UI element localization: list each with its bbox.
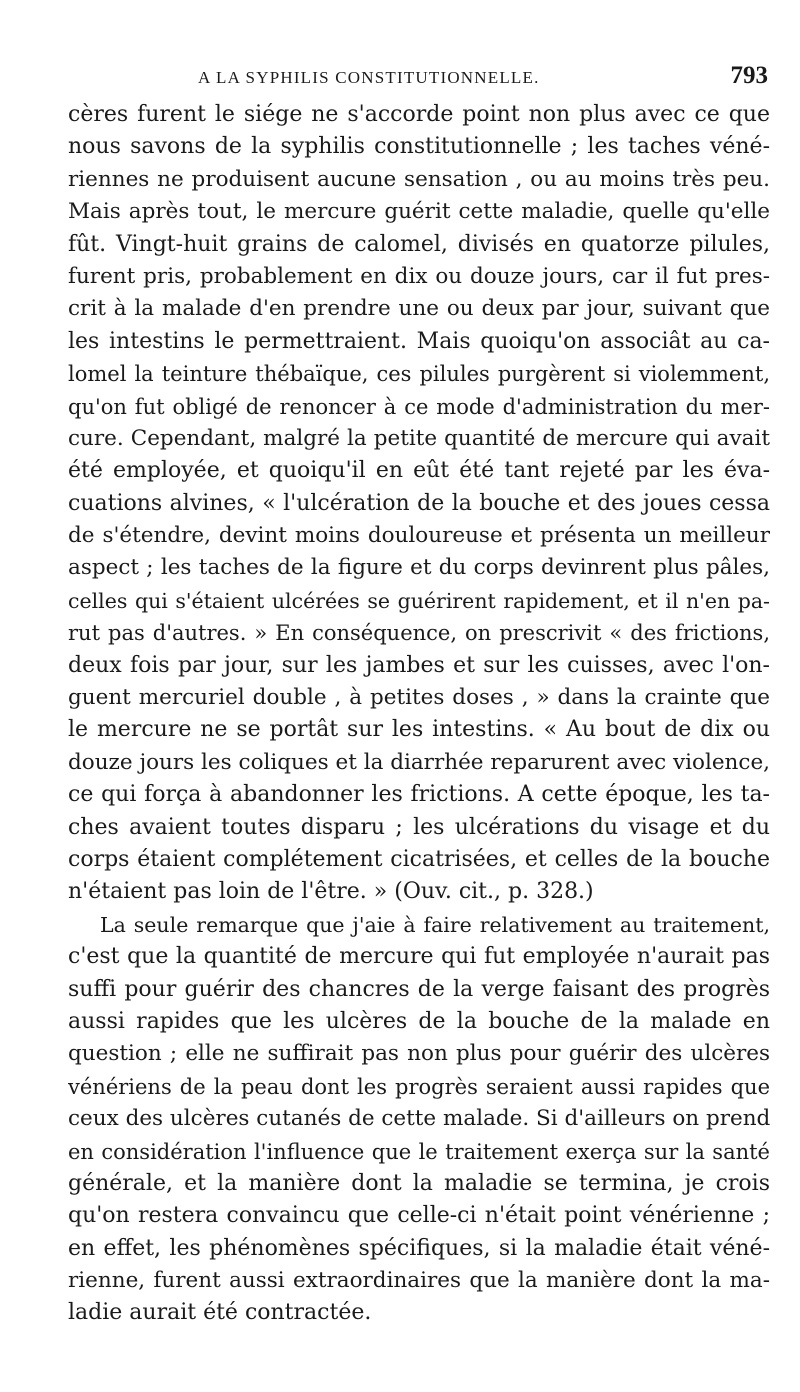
- page-number: 793: [730, 62, 768, 89]
- page-header: [68, 62, 770, 94]
- text-line: qu'on restera convaincu que celle-ci n'était point vénérienne ;: [68, 1203, 770, 1229]
- text-line: ce qui força à abandonner les frictions. A cette époque, les ta-: [68, 782, 770, 808]
- text-line: n'étaient pas loin de l'être. » (Ouv. cit., p. 328.): [68, 879, 594, 905]
- running-head: A LA SYPHILIS CONSTITUTIONNELLE.: [198, 68, 540, 87]
- text-line: celles qui s'étaient ulcérées se guérirent rapidement, et il n'en pa-: [68, 588, 770, 613]
- body-text: [68, 99, 770, 1330]
- text-line: crit à la malade d'en prendre une ou deux par jour, suivant que: [68, 296, 770, 322]
- text-line: ches avaient toutes disparu ; les ulcérations du visage et du: [68, 814, 770, 840]
- text-line: guent mercuriel double , à petites doses , » dans la crainte que: [68, 685, 770, 711]
- text-line: deux fois par jour, sur les jambes et sur les cuisses, avec l'on-: [68, 652, 770, 678]
- text-line: Mais après tout, le mercure guérit cette maladie, quelle qu'elle: [68, 199, 770, 225]
- text-line: ceux des ulcères cutanés de cette malade. Si d'ailleurs on prend: [68, 1106, 770, 1132]
- paragraph-start-line: La seule remarque que j'aie à faire relativement au traitement,: [100, 912, 770, 937]
- text-line: suffi pour guérir des chancres de la verge faisant des progrès: [68, 976, 770, 1002]
- text-line: de s'étendre, devint moins douloureuse et présenta un meilleur: [68, 523, 770, 549]
- text-line: le mercure ne se portât sur les intestins. « Au bout de dix ou: [68, 717, 770, 743]
- text-line: aspect ; les taches de la figure et du corps devinrent plus pâles,: [68, 555, 770, 581]
- text-line: en effet, les phénomènes spécifiques, si la maladie était véné-: [68, 1235, 770, 1261]
- text-line: douze jours les coliques et la diarrhée reparurent avec violence,: [68, 749, 770, 775]
- text-line: rut pas d'autres. » En conséquence, on prescrivit « des frictions,: [68, 621, 770, 646]
- text-line: corps étaient complétement cicatrisées, et celles de la bouche: [68, 846, 770, 872]
- text-line: lomel la teinture thébaïque, ces pilules purgèrent si violemment,: [68, 362, 770, 387]
- text-line: ladie aurait été contractée.: [68, 1300, 372, 1326]
- text-line: aussi rapides que les ulcères de la bouche de la malade en: [68, 1008, 770, 1034]
- text-line: cuations alvines, « l'ulcération de la bouche et des joues cessa: [68, 490, 770, 516]
- text-line: furent pris, probablement en dix ou douze jours, car il fut pres-: [68, 263, 770, 289]
- text-line: fût. Vingt-huit grains de calomel, divisés en quatorze pilules,: [68, 231, 770, 257]
- text-line: rienne, furent aussi extraordinaires que la manière dont la ma-: [68, 1268, 770, 1294]
- text-line: cères furent le siége ne s'accorde point non plus avec ce que: [68, 102, 770, 127]
- text-line: c'est que la quantité de mercure qui fut employée n'aurait pas: [68, 944, 770, 970]
- text-line: nous savons de la syphilis constitutionnelle ; les taches véné-: [68, 134, 770, 160]
- text-line: riennes ne produisent aucune sensation , ou au moins très peu.: [68, 166, 770, 192]
- text-line: été employée, et quoiqu'il en eût été tant rejeté par les éva-: [68, 458, 770, 484]
- text-line: en considération l'influence que le traitement exerça sur la santé: [68, 1139, 770, 1164]
- text-line: les intestins le permettraient. Mais quoiqu'on associât au ca-: [68, 328, 770, 354]
- text-line: vénériens de la peau dont les progrès seraient aussi rapides que: [68, 1074, 770, 1099]
- text-line: cure. Cependant, malgré la petite quantité de mercure qui avait: [68, 425, 770, 451]
- text-line: qu'on fut obligé de renoncer à ce mode d'administration du mer-: [68, 394, 770, 419]
- text-line: question ; elle ne suffirait pas non plus pour guérir des ulcères: [68, 1041, 770, 1067]
- text-line: générale, et la manière dont la maladie se termina, je crois: [68, 1170, 770, 1196]
